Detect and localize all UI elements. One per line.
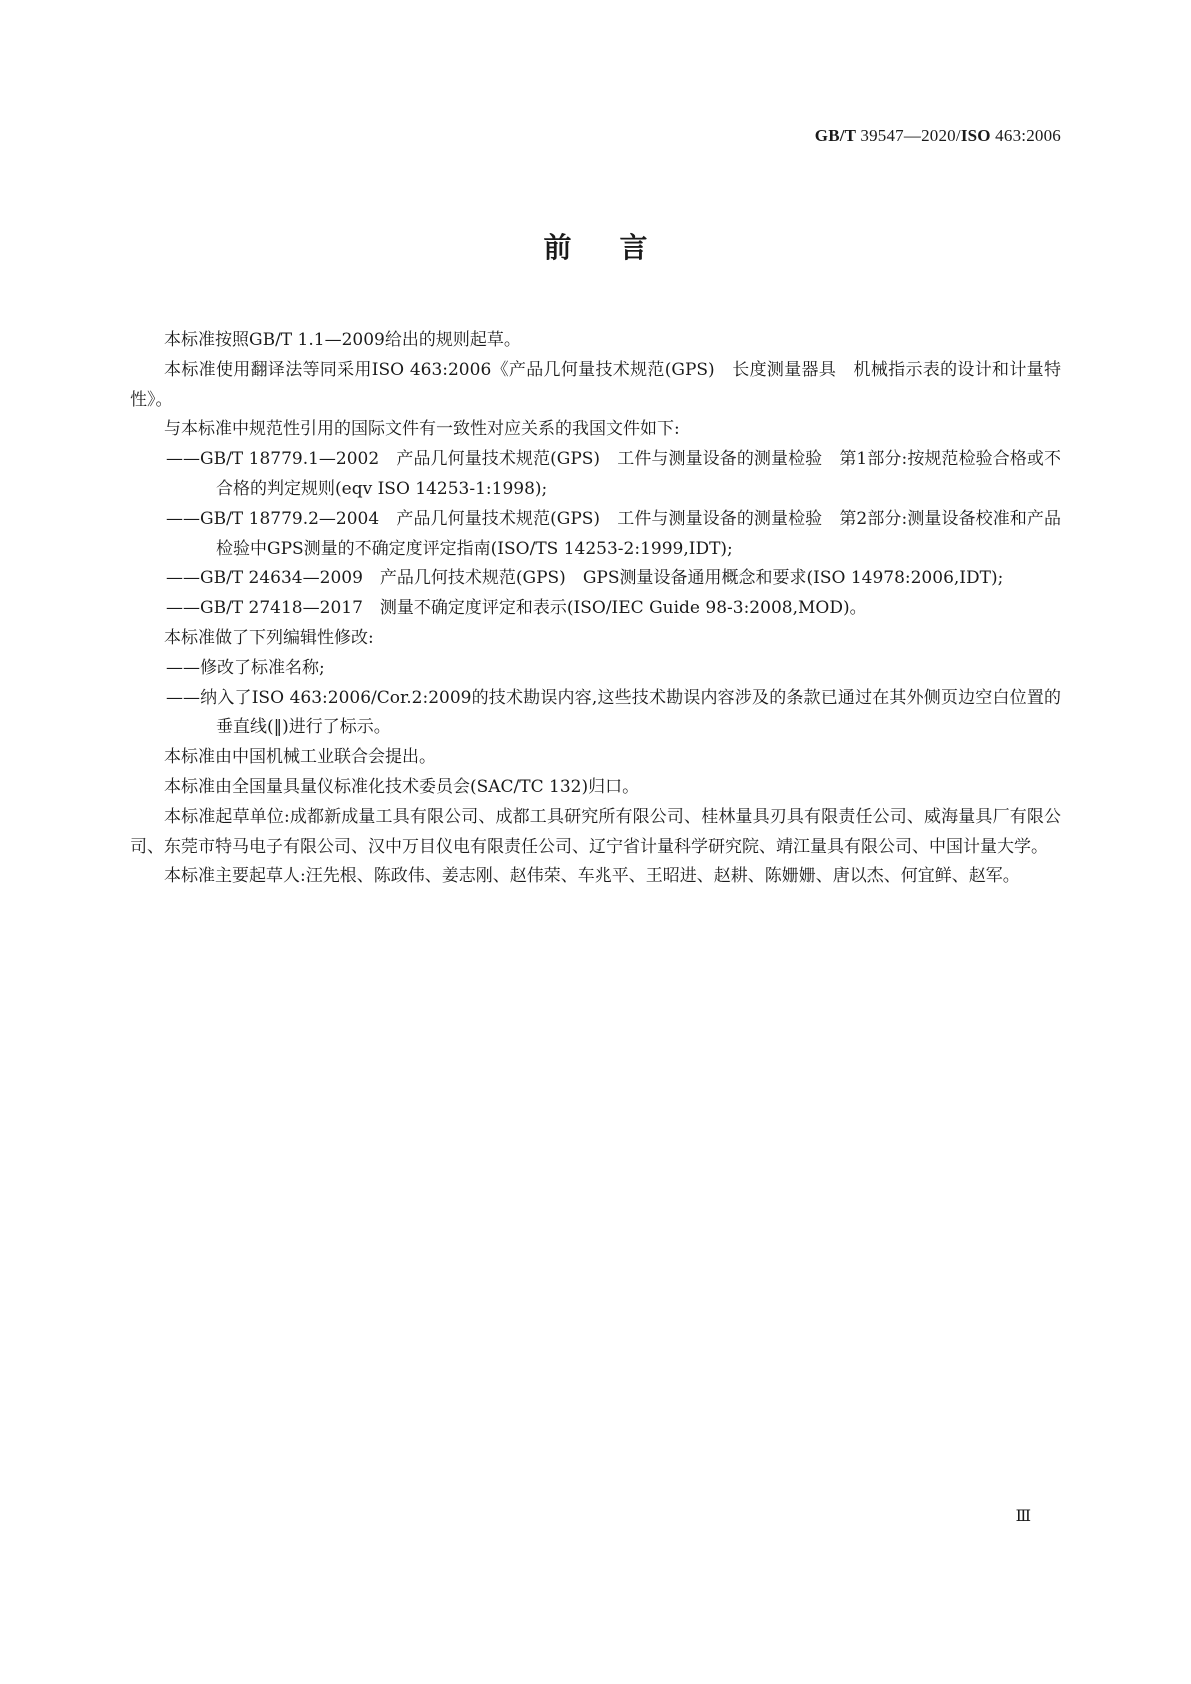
committee-paragraph: 本标准由全国量具量仪标准化技术委员会(SAC/TC 132)归口。	[164, 776, 640, 797]
edits-intro-paragraph: 本标准做了下列编辑性修改:	[164, 627, 374, 648]
standard-number-header	[815, 126, 1061, 146]
drafting-units-paragraph: 本标准起草单位:成都新成量工具有限公司、成都工具研究所有限公司、桂林量具刃具有限责任公司、威海量具厂有限公司、东莞市特马电子有限公司、汉中万目仪电有限责任公司、辽宁省计量科学研究院、靖江量具有限公司、中国计量大学。	[130, 806, 1061, 857]
edit-item: ——纳入了ISO 463:2006/Cor.2:2009的技术勘误内容,这些技术勘误内容涉及的条款已通过在其外侧页边空白位置的垂直线(‖)进行了标示。	[166, 687, 1061, 738]
iso-prefix: ISO	[960, 126, 991, 145]
page-number: Ⅲ	[1015, 1508, 1031, 1525]
drafting-rules-paragraph: 本标准按照GB/T 1.1—2009给出的规则起草。	[164, 330, 521, 350]
reference-item: ——GB/T 27418—2017 测量不确定度评定和表示(ISO/IEC Guide 98-3:2008,MOD)。	[166, 598, 867, 619]
reference-item: ——GB/T 24634—2009 产品几何技术规范(GPS) GPS测量设备通用概念和要求(ISO 14978:2006,IDT);	[166, 568, 1004, 589]
adoption-paragraph: 本标准使用翻译法等同采用ISO 463:2006《产品几何量技术规范(GPS) 长度测量器具 机械指示表的设计和计量特性》。	[130, 359, 1061, 410]
standard-prefix: GB/T	[814, 126, 856, 145]
edit-item: ——修改了标准名称;	[166, 657, 325, 678]
iso-code: 463:2006	[995, 126, 1061, 145]
foreword-body	[130, 326, 1061, 892]
reference-item: ——GB/T 18779.2—2004 产品几何量技术规范(GPS) 工件与测量设备的测量检验 第2部分:测量设备校准和产品检验中GPS测量的不确定度评定指南(ISO/TS 14253-2:1999,IDT);	[166, 508, 1061, 559]
reference-item: ——GB/T 18779.1—2002 产品几何量技术规范(GPS) 工件与测量设备的测量检验 第1部分:按规范检验合格或不合格的判定规则(eqv ISO 14253-1:1998);	[166, 449, 1061, 499]
standard-code: 39547—2020/	[860, 126, 961, 145]
page-title: 前言	[543, 231, 696, 264]
drafters-paragraph: 本标准主要起草人:汪先根、陈政伟、姜志刚、赵伟荣、车兆平、王昭进、赵耕、陈姗姗、唐以杰、何宜鲜、赵军。	[164, 866, 1020, 887]
proposer-paragraph: 本标准由中国机械工业联合会提出。	[164, 747, 436, 768]
references-intro-paragraph: 与本标准中规范性引用的国际文件有一致性对应关系的我国文件如下:	[164, 419, 680, 440]
